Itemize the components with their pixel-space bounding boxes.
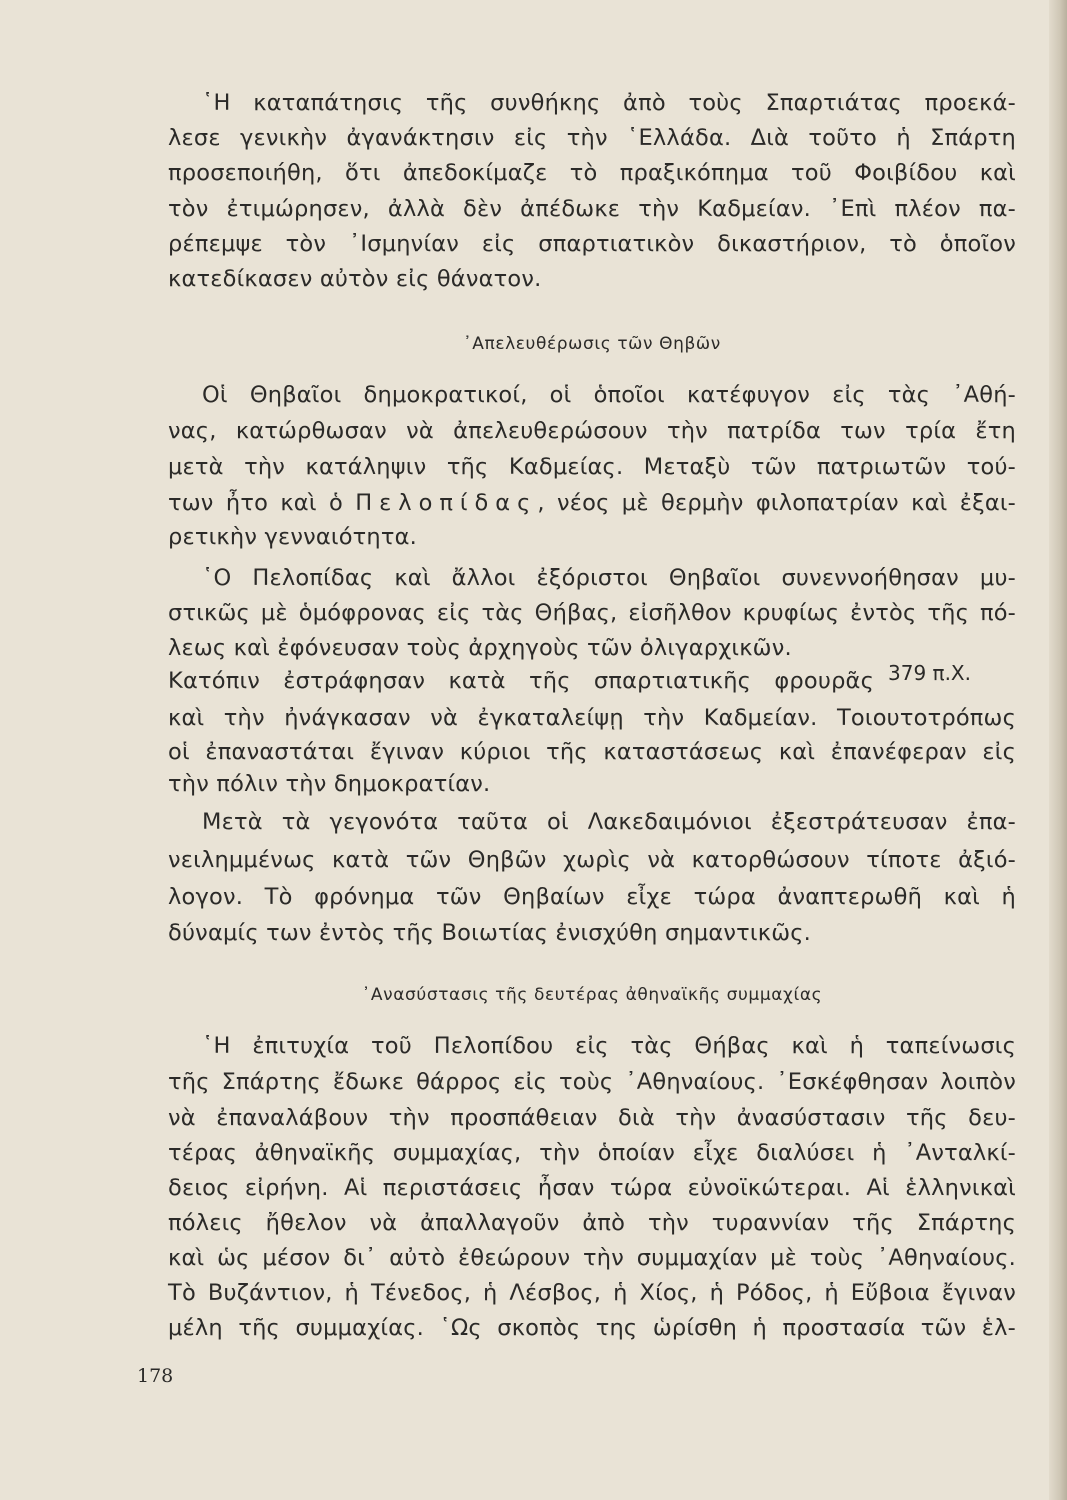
text-line: καὶ ὡς μέσον δι᾿ αὐτὸ ἐθεώρουν τὴν συμμαχίαν μὲ τοὺς ᾿Αθηναίους. [168,1245,1016,1271]
text-line: τῆς Σπάρτης ἔδωκε θάρρος εἰς τοὺς ᾿Αθηναίους. ᾿Εσκέφθησαν λοιπὸν [168,1069,1016,1095]
text-line: λεως καὶ ἐφόνευσαν τοὺς ἀρχηγοὺς τῶν ὀλιγαρχικῶν. [168,635,792,661]
text-line: οἱ ἐπαναστάται ἔγιναν κύριοι τῆς καταστάσεως καὶ ἐπανέφεραν εἰς [168,739,1016,765]
text-line: στικῶς μὲ ὁμόφρονας εἰς τὰς Θήβας, εἰσῆλθον κρυφίως ἐντὸς τῆς πό- [168,600,1016,626]
text-line: λογον. Τὸ φρόνημα τῶν Θηβαίων εἶχε τώρα ἀναπτερωθῆ καὶ ἡ [168,884,1016,910]
text-line: ῾Η καταπάτησις τῆς συνθήκης ἀπὸ τοὺς Σπαρτιάτας προεκά- [202,90,1016,116]
section-heading: ᾿Απελευθέρωσις τῶν Θηβῶν [463,334,721,354]
text-line: κατεδίκασεν αὐτὸν εἰς θάνατον. [168,266,542,292]
margin-date: 379 π.Χ. [888,661,971,685]
text-line: πόλεις ἤθελον νὰ ἀπαλλαγοῦν ἀπὸ τὴν τυραννίαν τῆς Σπάρτης [168,1210,1016,1236]
text-line: Μετὰ τὰ γεγονότα ταῦτα οἱ Λακεδαιμόνιοι ἐξεστράτευσαν ἐπα- [202,809,1016,835]
text-fragment: , νέος μὲ θερμὴν φιλοπατρίαν καὶ ἐξαι- [537,490,1016,516]
text-line: λεσε γενικὴν ἀγανάκτησιν εἰς τὴν ῾Ελλάδα. Διὰ τοῦτο ἡ Σπάρτη [168,125,1016,151]
text-line: ῾Ο Πελοπίδας καὶ ἄλλοι ἐξόριστοι Θηβαῖοι συνεννοήθησαν μυ- [202,565,1016,591]
text-line: νὰ ἐπαναλάβουν τὴν προσπάθειαν διὰ τὴν ἀνασύστασιν τῆς δευ- [168,1105,1016,1131]
text-line: τὴν πόλιν τὴν δημοκρατίαν. [168,771,491,797]
text-line: ῾Η ἐπιτυχία τοῦ Πελοπίδου εἰς τὰς Θήβας καὶ ἡ ταπείνωσις [202,1033,1016,1059]
text-line [168,488,1016,518]
text-line: μέλη τῆς συμμαχίας. ῾Ως σκοπὸς της ὡρίσθη ἡ προστασία τῶν ἑλ- [168,1315,1016,1341]
text-line: δειος εἰρήνη. Αἱ περιστάσεις ἦσαν τώρα εὐνοϊκώτεραι. Αἱ ἑλληνικαὶ [168,1175,1016,1201]
text-line: Κατόπιν ἐστράφησαν κατὰ τῆς σπαρτιατικῆς φρουρᾶς [168,668,874,694]
text-line: μετὰ τὴν κατάληψιν τῆς Καδμείας. Μεταξὺ τῶν πατριωτῶν τού- [168,454,1016,480]
text-line: ρετικὴν γενναιότητα. [168,524,418,550]
text-line: προσεποιήθη, ὅτι ἀπεδοκίμαζε τὸ πραξικόπημα τοῦ Φοιβίδου καὶ [168,160,1016,186]
text-line: καὶ τὴν ἠνάγκασαν νὰ ἐγκαταλείψῃ τὴν Καδμείαν. Τοιουτοτρόπως [168,705,1016,731]
text-line: νας, κατώρθωσαν νὰ ἀπελευθερώσουν τὴν πατρίδα των τρία ἔτη [168,418,1016,444]
text-line: δύναμίς των ἐντὸς τῆς Βοιωτίας ἐνισχύθη σημαντικῶς. [168,920,812,946]
text-line: τὸν ἐτιμώρησεν, ἀλλὰ δὲν ἀπέδωκε τὴν Καδμείαν. ᾿Επὶ πλέον πα- [168,196,1016,222]
text-line: νειλημμένως κατὰ τῶν Θηβῶν χωρὶς νὰ κατορθώσουν τίποτε ἀξιό- [168,847,1016,873]
section-heading: ᾿Ανασύστασις τῆς δευτέρας ἀθηναϊκῆς συμμαχίας [361,985,823,1005]
emphasized-name: Πελοπίδας [355,490,538,516]
page-number: 178 [137,1365,174,1387]
text-line: τέρας ἀθηναϊκῆς συμμαχίας, τὴν ὁποίαν εἶχε διαλύσει ἡ ᾿Ανταλκί- [168,1140,1016,1166]
text-line: Τὸ Βυζάντιον, ἡ Τένεδος, ἡ Λέσβος, ἡ Χίος, ἡ Ρόδος, ἡ Εὔβοια ἔγιναν [168,1280,1016,1306]
text-fragment: των ἦτο καὶ ὁ [168,490,356,516]
text-line: Οἱ Θηβαῖοι δημοκρατικοί, οἱ ὁποῖοι κατέφυγον εἰς τὰς ᾿Αθή- [202,382,1016,408]
text-line: ρέπεμψε τὸν ᾿Ισμηνίαν εἰς σπαρτιατικὸν δικαστήριον, τὸ ὁποῖον [168,231,1016,257]
